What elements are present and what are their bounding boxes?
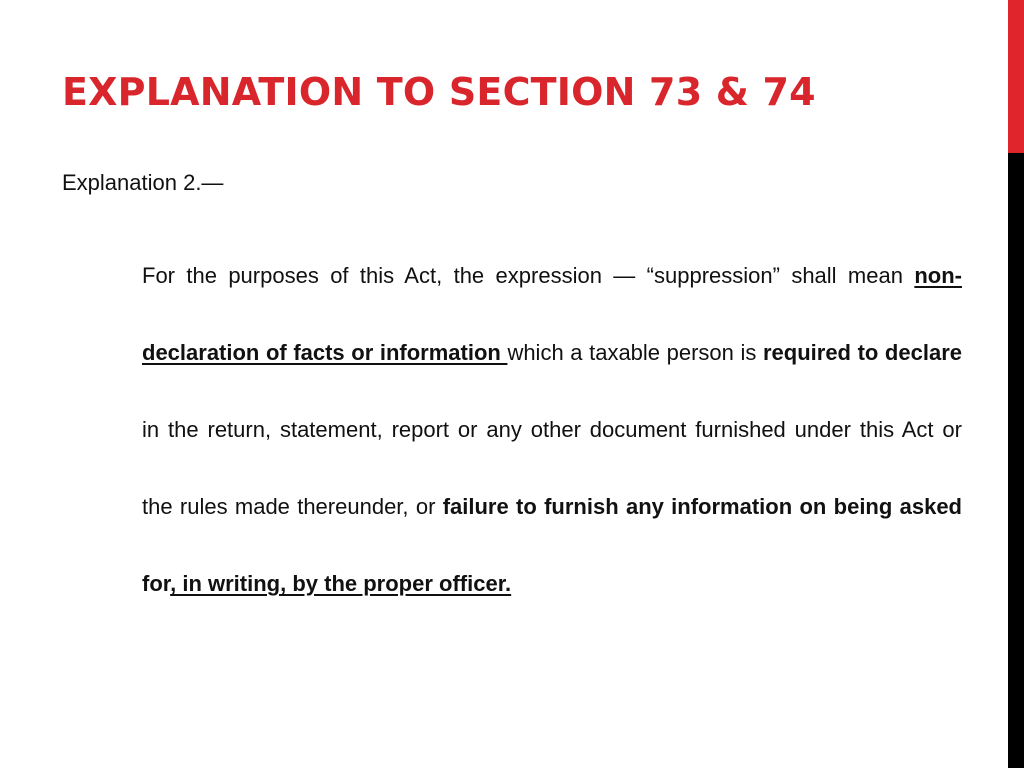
explanation-label: Explanation 2.—: [62, 170, 224, 195]
explanation-body: [142, 237, 962, 622]
body-text-documents: in the return, statement, report or any other document furnished under this Act or the rules made thereunder, or: [142, 417, 962, 519]
emphasis-proper-officer: , in writing, by the proper officer.: [170, 571, 512, 596]
accent-bar-black: [1008, 153, 1024, 768]
body-text-taxable-person: which a taxable person is: [507, 340, 763, 365]
body-text-intro: For the purposes of this Act, the expression — “suppression” shall mean: [142, 263, 915, 288]
emphasis-non-declaration: non-declaration of facts or information: [142, 263, 962, 365]
emphasis-failure-to-furnish: failure to furnish any information on being asked for: [142, 494, 962, 596]
slide-title: EXPLANATION TO SECTION 73 & 74: [62, 70, 816, 114]
emphasis-required-to-declare: required to declare: [762, 340, 962, 365]
accent-bar-red: [1008, 0, 1024, 153]
